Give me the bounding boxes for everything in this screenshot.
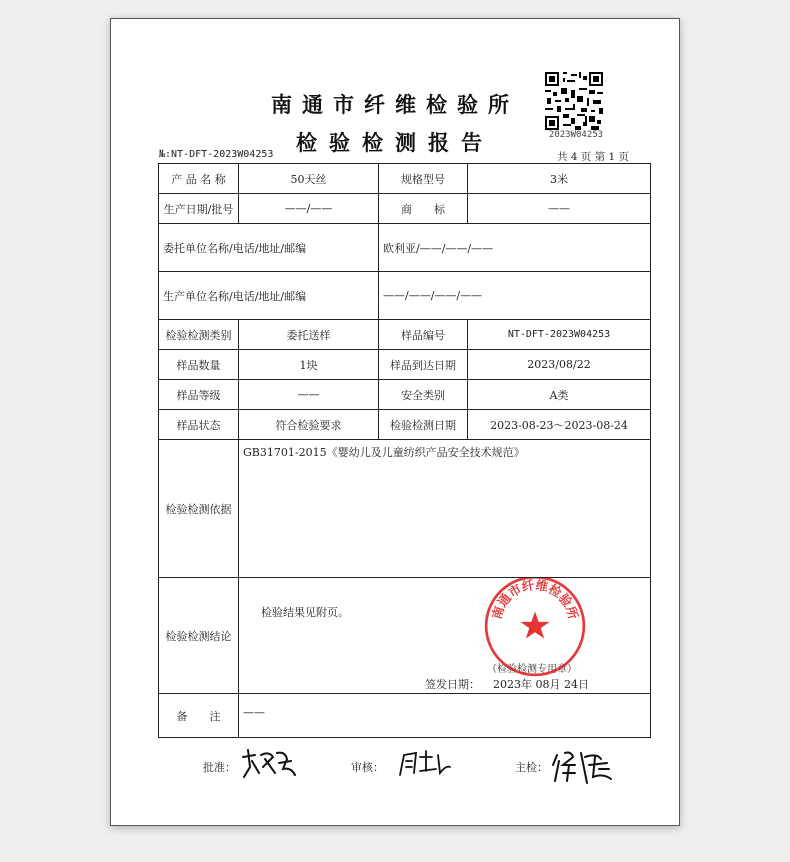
report-table bbox=[158, 163, 651, 738]
sample-no-value: NT-DFT-2023W04253 bbox=[468, 320, 651, 350]
model-label: 规格型号 bbox=[379, 164, 468, 194]
quantity-label: 样品数量 bbox=[159, 350, 239, 380]
product-name-value: 50天丝 bbox=[239, 164, 379, 194]
category-label: 检验检测类别 bbox=[159, 320, 239, 350]
sample-no-label: 样品编号 bbox=[379, 320, 468, 350]
remark-label: 备 注 bbox=[159, 694, 239, 738]
basis-label: 检验检测依据 bbox=[159, 440, 239, 578]
conclusion-label: 检验检测结论 bbox=[159, 578, 239, 694]
official-seal-icon bbox=[483, 578, 587, 679]
issue-date-value: 2023年 08月 24日 bbox=[493, 678, 589, 691]
remark-cell bbox=[239, 694, 651, 738]
test-date-label: 检验检测日期 bbox=[379, 410, 468, 440]
safety-value: A类 bbox=[468, 380, 651, 410]
basis-value: GB31701-2015《婴幼儿及儿童纺织产品安全技术规范》 bbox=[243, 446, 525, 459]
basis-cell bbox=[239, 440, 651, 578]
approve-label: 批准： bbox=[203, 761, 236, 774]
producer-value: ——/——/——/—— bbox=[379, 272, 651, 320]
product-name-label: 产 品 名 称 bbox=[159, 164, 239, 194]
reviewer-signature-icon bbox=[396, 747, 452, 781]
stamp-note: （检验检测专用章） bbox=[487, 664, 577, 675]
issue-date-label: 签发日期： bbox=[425, 678, 480, 691]
grade-value: —— bbox=[239, 380, 379, 410]
qr-caption: 2023W04253 bbox=[548, 130, 604, 140]
brand-value: —— bbox=[468, 194, 651, 224]
state-value: 符合检验要求 bbox=[239, 410, 379, 440]
svg-text:南通市纤维检验所: 南通市纤维检验所 bbox=[488, 577, 582, 621]
review-label: 审核： bbox=[351, 761, 384, 774]
arrival-value: 2023/08/22 bbox=[468, 350, 651, 380]
model-value: 3米 bbox=[468, 164, 651, 194]
safety-label: 安全类别 bbox=[379, 380, 468, 410]
report-number: №:NT-DFT-2023W04253 bbox=[159, 149, 274, 160]
report-sheet bbox=[110, 18, 680, 826]
category-value: 委托送样 bbox=[239, 320, 379, 350]
remark-value: —— bbox=[243, 706, 265, 719]
producer-label: 生产单位名称/电话/地址/邮编 bbox=[159, 272, 379, 320]
report-title-type: 检验检测报告 bbox=[296, 130, 494, 155]
quantity-value: 1块 bbox=[239, 350, 379, 380]
arrival-label: 样品到达日期 bbox=[379, 350, 468, 380]
state-label: 样品状态 bbox=[159, 410, 239, 440]
client-value: 欧利亚/——/——/—— bbox=[379, 224, 651, 272]
approver-signature-icon bbox=[239, 747, 301, 783]
page-info: 共 4 页 第 1 页 bbox=[556, 151, 629, 163]
client-label: 委托单位名称/电话/地址/邮编 bbox=[159, 224, 379, 272]
prod-date-value: ——/—— bbox=[239, 194, 379, 224]
qr-code-icon bbox=[545, 72, 603, 130]
test-date-value: 2023-08-23～2023-08-24 bbox=[468, 410, 651, 440]
inspector-signature-icon bbox=[551, 747, 617, 787]
conclusion-cell bbox=[239, 578, 651, 694]
grade-label: 样品等级 bbox=[159, 380, 239, 410]
report-title-institute: 南通市纤维检验所 bbox=[271, 92, 519, 117]
brand-label: 商 标 bbox=[379, 194, 468, 224]
conclusion-value: 检验结果见附页。 bbox=[261, 606, 349, 619]
inspect-label: 主检： bbox=[515, 761, 548, 774]
prod-date-label: 生产日期/批号 bbox=[159, 194, 239, 224]
